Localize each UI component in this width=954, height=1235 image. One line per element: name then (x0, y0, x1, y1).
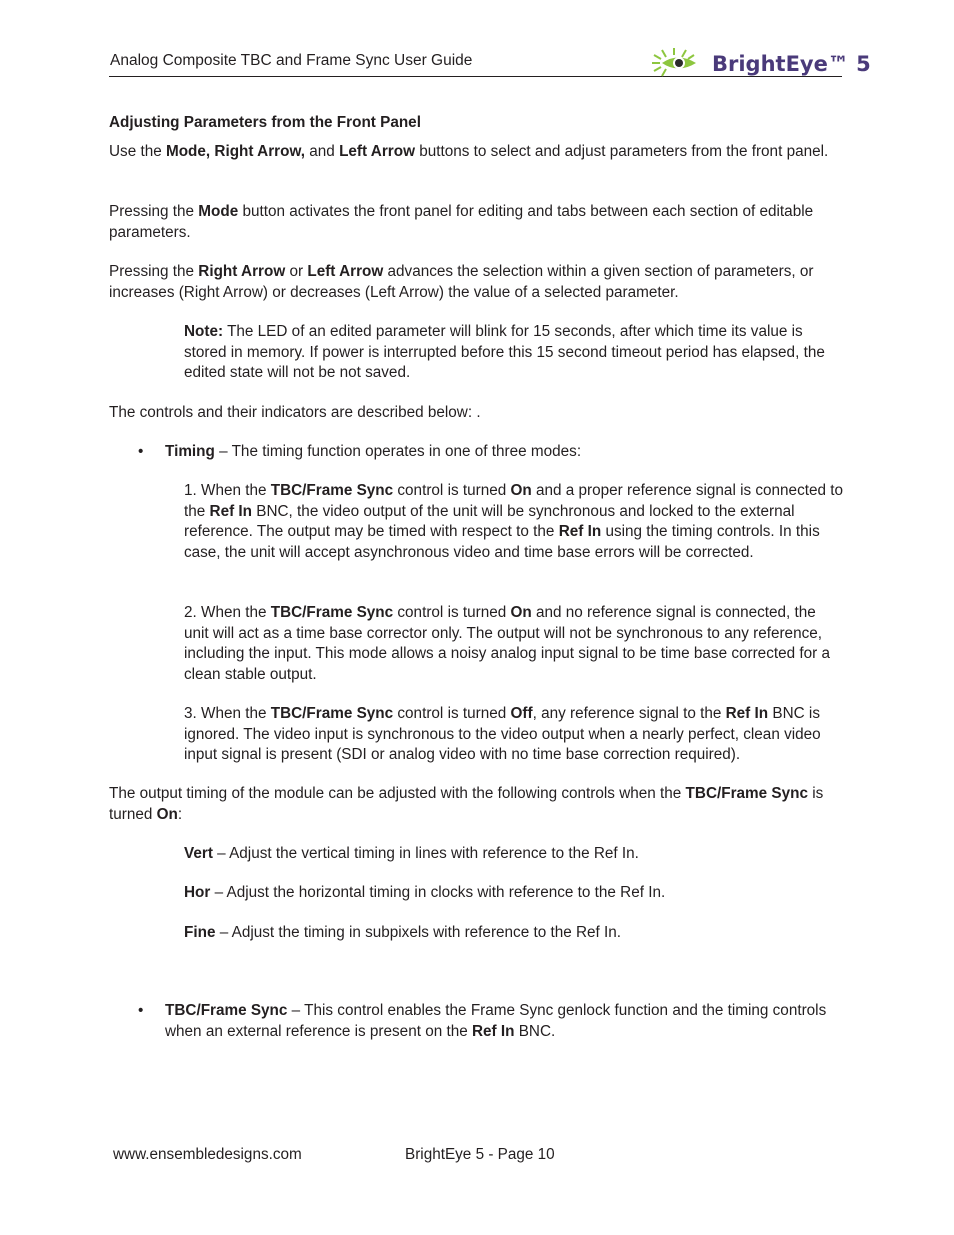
brighteye-logo (648, 46, 871, 80)
document-header-title: Analog Composite TBC and Frame Sync User Guide (110, 52, 473, 69)
controls-intro: The controls and their indicators are described below: . (109, 404, 481, 421)
fine-control: Fine – Adjust the timing in subpixels with reference to the Ref In. (184, 924, 622, 941)
hor-control: Hor – Adjust the horizontal timing in clocks with reference to the Ref In. (184, 884, 666, 901)
section-heading: Adjusting Parameters from the Front Panel (109, 114, 421, 131)
timing-mode-1: 1. When the TBC/Frame Sync control is turned On and a proper reference signal is connected to the Ref In BNC, the video output of the unit will be synchronous and locked to the external reference. The output may be timed with respect to the Ref In using the timing controls. In this case, the unit will accept asynchronous video and time base errors will be corrected. (184, 482, 843, 561)
bullet-icon: • (138, 1002, 144, 1019)
vert-control: Vert – Adjust the vertical timing in lines with reference to the Ref In. (184, 845, 639, 862)
output-timing-paragraph: The output timing of the module can be adjusted with the following controls when the TBC/Frame Sync is turned On: (109, 785, 824, 823)
logo-wordmark: BrightEye™ 5 (712, 52, 871, 76)
timing-mode-3: 3. When the TBC/Frame Sync control is turned Off, any reference signal to the Ref In BNC is ignored. The video input is synchronous to the video output when a nearly perfect, clean video input signal is present (SDI or analog video with no time base correction required). (184, 705, 821, 764)
intro-paragraph-3: Pressing the Right Arrow or Left Arrow advances the selection within a given section of parameters, or increases (Right Arrow) or decreases (Left Arrow) the value of a selected parameter. (109, 263, 814, 301)
timing-item: Timing – The timing function operates in one of three modes: (165, 443, 582, 460)
footer-page-number: BrightEye 5 - Page 10 (405, 1146, 555, 1163)
bullet-icon: • (138, 443, 144, 460)
eye-icon (652, 48, 696, 76)
timing-mode-2: 2. When the TBC/Frame Sync control is turned On and no reference signal is connected, the unit will act as a time base corrector only. The output will not be synchronous to any reference, including the input. This mode allows a noisy analog input signal to be time base corrected for a clean stable output. (184, 604, 830, 683)
intro-paragraph-1: Use the Mode, Right Arrow, and Left Arrow buttons to select and adjust parameters from the front panel. (109, 143, 829, 160)
tbc-frame-sync-item: TBC/Frame Sync – This control enables the Frame Sync genlock function and the timing controls when an external reference is present on the Ref In BNC. (165, 1002, 827, 1040)
intro-paragraph-2: Pressing the Mode button activates the front panel for editing and tabs between each section of editable parameters. (109, 203, 814, 241)
note-paragraph: Note: The LED of an edited parameter will blink for 15 seconds, after which time its value is stored in memory. If power is interrupted before this 15 second timeout period has elapsed, the edited state will not be not saved. (184, 323, 825, 382)
footer-website: www.ensembledesigns.com (113, 1146, 302, 1163)
